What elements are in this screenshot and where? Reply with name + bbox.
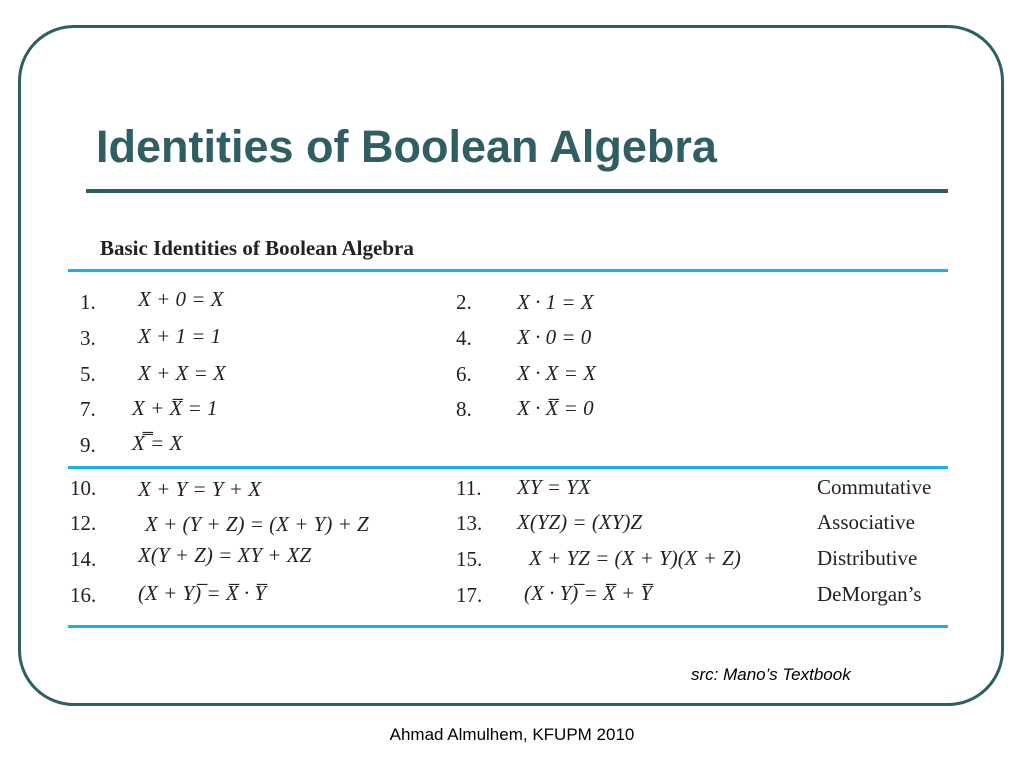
expr-text: X̿ = X — [132, 431, 183, 455]
expr-text: X + X̅ = 1 — [132, 396, 218, 420]
source-citation: src: Mano’s Textbook — [691, 665, 851, 684]
title-underline — [86, 189, 948, 193]
expr-text: (X + Y)̅ = X̅ · Y̅ — [138, 581, 267, 605]
identity-number: 10. — [70, 476, 97, 500]
identity-expression — [517, 398, 594, 419]
identity-expression — [138, 326, 221, 347]
expr-text: X + Y = Y + X — [138, 477, 262, 501]
identity-number: 11. — [456, 476, 482, 500]
identity-number: 14. — [70, 547, 97, 571]
expr-text: X + X = X — [138, 361, 226, 385]
expr-text: XY = YX — [517, 475, 591, 499]
expr-text: X · X = X — [517, 361, 596, 385]
expr-text: X + YZ = (X + Y)(X + Z) — [529, 546, 741, 570]
identity-expression — [517, 477, 591, 498]
identity-number: 8. — [456, 397, 472, 421]
identity-number: 12. — [70, 511, 97, 535]
identity-number: 9. — [80, 433, 96, 457]
identity-expression — [138, 289, 224, 310]
identity-number: 5. — [80, 362, 96, 386]
expr-text: X + 0 = X — [138, 287, 224, 311]
table-caption: Basic Identities of Boolean Algebra — [100, 236, 414, 260]
expr-text: X · 0 = 0 — [517, 325, 592, 349]
identity-expression — [517, 327, 591, 348]
expr-text: X(Y + Z) = XY + XZ — [138, 543, 312, 567]
expr-text: X + (Y + Z) = (X + Y) + Z — [145, 512, 369, 536]
identity-expression — [529, 548, 741, 569]
identity-number: 3. — [80, 326, 96, 350]
identity-expression — [517, 292, 594, 313]
identity-expression — [138, 479, 261, 500]
identity-number: 15. — [456, 547, 483, 571]
identity-number: 4. — [456, 326, 472, 350]
expr-text: X · X̅ = 0 — [517, 396, 594, 420]
table-middle-rule — [68, 466, 948, 469]
identity-expression — [145, 514, 369, 535]
identity-expression — [132, 398, 218, 419]
identity-expression — [517, 512, 642, 533]
identity-number: 13. — [456, 511, 483, 535]
law-label: DeMorgan’s — [817, 582, 922, 606]
slide-footer: Ahmad Almulhem, KFUPM 2010 — [389, 725, 635, 744]
identity-number: 7. — [80, 397, 96, 421]
identity-number: 1. — [80, 290, 96, 314]
identity-expression — [517, 363, 596, 384]
identity-number: 17. — [456, 583, 483, 607]
law-label: Distributive — [817, 546, 918, 570]
law-label: Commutative — [817, 475, 932, 499]
expr-text: X(YZ) = (XY)Z — [517, 510, 643, 534]
identity-expression — [138, 583, 266, 604]
identity-expression — [132, 433, 182, 454]
expr-text: X · 1 = X — [517, 290, 594, 314]
table-top-rule — [68, 269, 948, 272]
identity-number: 16. — [70, 583, 97, 607]
identity-expression — [138, 545, 311, 566]
identity-expression — [524, 583, 652, 604]
slide-title: Identities of Boolean Algebra — [96, 121, 717, 172]
expr-text: X + 1 = 1 — [138, 324, 222, 348]
identity-number: 2. — [456, 290, 472, 314]
identity-expression — [138, 363, 226, 384]
table-bottom-rule — [68, 625, 948, 628]
law-label: Associative — [817, 510, 915, 534]
identity-number: 6. — [456, 362, 472, 386]
expr-text: (X · Y)̅ = X̅ + Y̅ — [524, 581, 653, 605]
